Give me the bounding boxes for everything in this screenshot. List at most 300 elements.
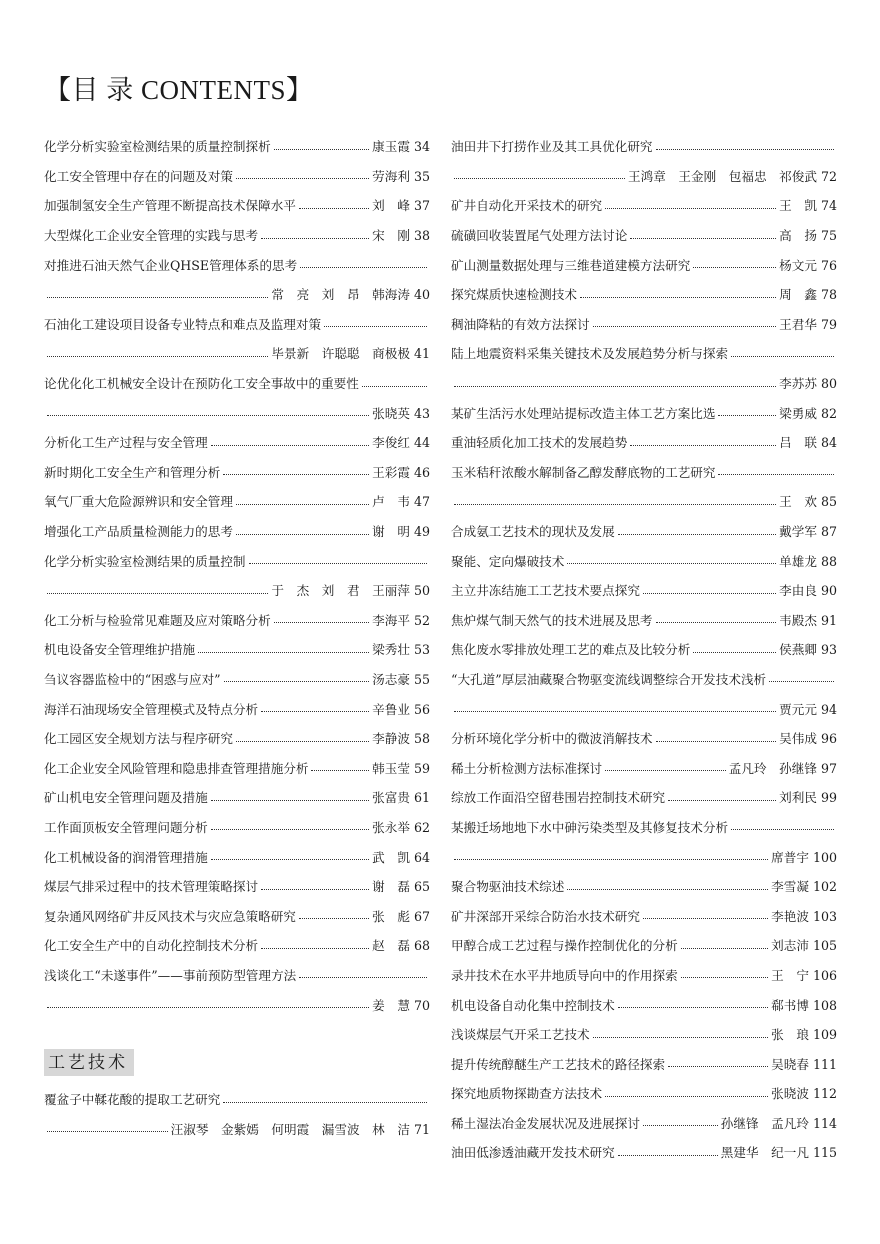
entry-reference bbox=[271, 284, 430, 303]
entry-title: 浅谈煤层气开采工艺技术 bbox=[451, 1027, 590, 1043]
entry-reference bbox=[771, 935, 837, 954]
entry-reference bbox=[779, 491, 837, 510]
entry-page-number: 109 bbox=[812, 1027, 837, 1043]
leader-dots bbox=[643, 1124, 718, 1126]
toc-entry[interactable] bbox=[44, 812, 430, 842]
entry-title: 合成氨工艺技术的现状及发展 bbox=[451, 524, 615, 540]
leader-dots bbox=[618, 1154, 718, 1156]
entry-page-number: 106 bbox=[812, 967, 837, 983]
leader-dots bbox=[630, 444, 776, 446]
toc-entry[interactable] bbox=[451, 782, 837, 812]
leader-dots bbox=[47, 296, 268, 298]
entry-reference bbox=[779, 551, 837, 570]
toc-entry[interactable] bbox=[44, 930, 430, 960]
entry-reference bbox=[771, 847, 837, 866]
toc-entry[interactable] bbox=[44, 841, 430, 871]
entry-reference bbox=[779, 403, 837, 422]
entry-reference bbox=[779, 195, 837, 214]
leader-dots bbox=[643, 917, 768, 919]
entry-title: 化学分析实验室检测结果的质量控制 bbox=[44, 553, 246, 569]
entry-page-number: 108 bbox=[812, 997, 837, 1013]
toc-entry[interactable] bbox=[44, 960, 430, 1019]
leader-dots bbox=[731, 828, 834, 830]
toc-entry[interactable] bbox=[451, 545, 837, 575]
entry-title: 硫磺回收装置尾气处理方法讨论 bbox=[451, 228, 628, 244]
toc-entry[interactable] bbox=[451, 1137, 837, 1167]
toc-entry[interactable] bbox=[451, 249, 837, 279]
entry-title: 稀土湿法冶金发展状况及进展探讨 bbox=[451, 1115, 640, 1131]
leader-dots bbox=[454, 858, 768, 860]
entry-title: 矿山机电安全管理问题及措施 bbox=[44, 790, 208, 806]
toc-entry[interactable] bbox=[44, 368, 430, 427]
leader-dots bbox=[223, 473, 369, 475]
leader-dots bbox=[643, 592, 776, 594]
entry-title: 提升传统醇醚生产工艺技术的路径探索 bbox=[451, 1056, 666, 1072]
entry-title: 分析化工生产过程与安全管理 bbox=[44, 435, 208, 451]
toc-entry[interactable] bbox=[451, 457, 837, 516]
toc-entry[interactable] bbox=[451, 309, 837, 339]
entry-title: 化工安全管理中存在的问题及对策 bbox=[44, 168, 233, 184]
toc-entry[interactable] bbox=[451, 279, 837, 309]
entry-page-number: 94 bbox=[820, 701, 837, 717]
entry-page-number: 65 bbox=[413, 879, 430, 895]
toc-entry[interactable] bbox=[44, 545, 430, 604]
entry-authors: 吴伟成 bbox=[779, 731, 817, 747]
entry-title: 复杂通风网络矿井反风技术与灾应急策略研究 bbox=[44, 908, 296, 924]
entry-page-number: 96 bbox=[820, 731, 837, 747]
toc-entry[interactable] bbox=[451, 1048, 837, 1078]
entry-authors: 汤志豪 bbox=[372, 671, 410, 687]
entry-page-number: 35 bbox=[413, 168, 430, 184]
entry-page-number: 70 bbox=[413, 997, 430, 1013]
entry-authors: 孙继锋 孟凡玲 bbox=[720, 1115, 809, 1131]
entry-page-number: 115 bbox=[812, 1145, 837, 1161]
entry-page-number: 56 bbox=[413, 701, 430, 717]
entry-page-number: 84 bbox=[820, 435, 837, 451]
entry-page-number: 87 bbox=[820, 524, 837, 540]
toc-entry[interactable] bbox=[44, 249, 430, 308]
entry-authors: 张永举 bbox=[372, 819, 410, 835]
toc-entry[interactable] bbox=[44, 664, 430, 694]
entry-authors: 张 琅 bbox=[771, 1027, 809, 1043]
entry-authors: 张富贵 bbox=[372, 790, 410, 806]
entry-authors: 常 亮 刘 昂 韩海涛 bbox=[271, 287, 410, 303]
toc-entry[interactable] bbox=[451, 634, 837, 664]
entry-page-number: 72 bbox=[820, 168, 837, 184]
entry-page-number: 80 bbox=[820, 376, 837, 392]
entry-reference bbox=[372, 906, 430, 925]
toc-entry[interactable] bbox=[451, 575, 837, 605]
entry-reference bbox=[729, 758, 837, 777]
leader-dots bbox=[618, 1006, 768, 1008]
toc-entry[interactable] bbox=[44, 723, 430, 753]
entry-title: 油田井下打捞作业及其工具优化研究 bbox=[451, 139, 653, 155]
entry-page-number: 85 bbox=[820, 494, 837, 510]
leader-dots bbox=[261, 888, 369, 890]
entry-authors: 赵 磊 bbox=[372, 938, 410, 954]
leader-dots bbox=[311, 769, 369, 771]
toc-entry[interactable] bbox=[44, 693, 430, 723]
leader-dots bbox=[718, 414, 776, 416]
leader-dots bbox=[718, 473, 834, 475]
entry-reference bbox=[372, 817, 430, 836]
toc-entry[interactable] bbox=[451, 1078, 837, 1108]
entry-authors: 周 鑫 bbox=[779, 287, 817, 303]
entry-page-number: 114 bbox=[812, 1115, 837, 1131]
entry-authors: 贾元元 bbox=[779, 701, 817, 717]
leader-dots bbox=[236, 503, 369, 505]
entry-authors: 吕 联 bbox=[779, 435, 817, 451]
toc-entry[interactable] bbox=[451, 397, 837, 427]
entry-authors: 谢 明 bbox=[372, 524, 410, 540]
leader-dots bbox=[236, 177, 369, 179]
entry-title: 煤层气排采过程中的技术管理策略探讨 bbox=[44, 879, 259, 895]
entry-page-number: 112 bbox=[812, 1086, 837, 1102]
entry-authors: 王君华 bbox=[779, 316, 817, 332]
entry-authors: 张晓波 bbox=[771, 1086, 809, 1102]
entry-page-number: 74 bbox=[820, 198, 837, 214]
entry-reference bbox=[771, 995, 837, 1014]
entry-reference bbox=[372, 136, 430, 155]
leader-dots bbox=[693, 266, 776, 268]
toc-entry[interactable] bbox=[451, 605, 837, 635]
entry-reference bbox=[372, 462, 430, 481]
leader-dots bbox=[211, 799, 369, 801]
entry-page-number: 43 bbox=[413, 405, 430, 421]
entry-title: 主立井冻结施工工艺技术要点探究 bbox=[451, 583, 640, 599]
entry-title: 化工企业安全风险管理和隐患排查管理措施分析 bbox=[44, 760, 309, 776]
entry-authors: 黑建华 纪一凡 bbox=[720, 1145, 809, 1161]
leader-dots bbox=[605, 769, 726, 771]
entry-reference bbox=[771, 965, 837, 984]
section-heading: 工艺技术 bbox=[44, 1049, 134, 1076]
entry-authors: 李俊红 bbox=[372, 435, 410, 451]
entry-authors: 张晓英 bbox=[372, 405, 410, 421]
toc-entry[interactable] bbox=[44, 131, 430, 161]
entry-title: 油田低渗透油藏开发技术研究 bbox=[451, 1145, 615, 1161]
leader-dots bbox=[693, 651, 776, 653]
entry-authors: 刘志沛 bbox=[771, 938, 809, 954]
entry-reference bbox=[372, 521, 430, 540]
entry-title: 化工机械设备的润滑管理措施 bbox=[44, 849, 208, 865]
leader-dots bbox=[605, 207, 776, 209]
entry-reference bbox=[372, 639, 430, 658]
entry-authors: 毕景新 许聪聪 商极极 bbox=[271, 346, 410, 362]
entry-title: 某搬迁场地地下水中砷污染类型及其修复技术分析 bbox=[451, 819, 729, 835]
entry-page-number: 46 bbox=[413, 464, 430, 480]
entry-reference bbox=[779, 787, 837, 806]
toc-entry[interactable] bbox=[44, 634, 430, 664]
toc-entry[interactable] bbox=[451, 723, 837, 753]
entry-reference bbox=[771, 1083, 837, 1102]
leader-dots bbox=[454, 503, 776, 505]
toc-entry[interactable] bbox=[451, 131, 837, 190]
entry-authors: 谢 磊 bbox=[372, 879, 410, 895]
toc-entry[interactable] bbox=[44, 516, 430, 546]
entry-reference bbox=[372, 935, 430, 954]
leader-dots bbox=[454, 177, 625, 179]
leader-dots bbox=[656, 740, 777, 742]
toc-entry[interactable] bbox=[44, 190, 430, 220]
entry-authors: 姜 慧 bbox=[372, 997, 410, 1013]
entry-authors: 张 彪 bbox=[372, 908, 410, 924]
leader-dots bbox=[47, 592, 268, 594]
toc-entry[interactable] bbox=[451, 220, 837, 250]
leader-dots bbox=[224, 680, 370, 682]
leader-dots bbox=[362, 385, 427, 387]
entry-page-number: 53 bbox=[413, 642, 430, 658]
entry-reference bbox=[779, 728, 837, 747]
toc-entry[interactable] bbox=[451, 930, 837, 960]
leader-dots bbox=[324, 325, 427, 327]
toc-entry[interactable] bbox=[44, 1084, 430, 1143]
entry-authors: 王彩霞 bbox=[372, 464, 410, 480]
entry-title: 某矿生活污水处理站提标改造主体工艺方案比选 bbox=[451, 405, 716, 421]
leader-dots bbox=[47, 1006, 369, 1008]
entry-page-number: 100 bbox=[812, 849, 837, 865]
entry-authors: 刘 峰 bbox=[372, 198, 410, 214]
entry-authors: 侯燕卿 bbox=[779, 642, 817, 658]
entry-reference bbox=[779, 225, 837, 244]
entry-page-number: 58 bbox=[413, 731, 430, 747]
entry-title: 石油化工建设项目设备专业特点和难点及监理对策 bbox=[44, 316, 322, 332]
entry-title: 化学分析实验室检测结果的质量控制探析 bbox=[44, 139, 271, 155]
toc-entry[interactable] bbox=[451, 1019, 837, 1049]
toc-entry[interactable] bbox=[44, 605, 430, 635]
entry-authors: 辛鲁业 bbox=[372, 701, 410, 717]
entry-title: “大孔道”厚层油藏聚合物驱变流线调整综合开发技术浅析 bbox=[451, 671, 767, 687]
entry-authors: 郗书博 bbox=[771, 997, 809, 1013]
entry-reference bbox=[372, 225, 430, 244]
entry-authors: 汪淑琴 金紫嫣 何明霞 漏雪波 林 洁 bbox=[170, 1121, 410, 1137]
entry-reference bbox=[779, 432, 837, 451]
entry-page-number: 40 bbox=[413, 287, 430, 303]
leader-dots bbox=[236, 740, 369, 742]
entry-page-number: 102 bbox=[812, 879, 837, 895]
toc-entry[interactable] bbox=[451, 664, 837, 723]
entry-title: 刍议容器监检中的“困惑与应对” bbox=[44, 671, 221, 687]
entry-reference bbox=[372, 876, 430, 895]
entry-authors: 王鸿章 王金刚 包福忠 祁俊武 bbox=[628, 168, 817, 184]
entry-title: 稠油降粘的有效方法探讨 bbox=[451, 316, 590, 332]
entry-reference bbox=[779, 521, 837, 540]
entry-page-number: 62 bbox=[413, 819, 430, 835]
entry-page-number: 78 bbox=[820, 287, 837, 303]
entry-page-number: 59 bbox=[413, 760, 430, 776]
leader-dots bbox=[274, 621, 369, 623]
leader-dots bbox=[299, 207, 369, 209]
entry-title: 大型煤化工企业安全管理的实践与思考 bbox=[44, 228, 259, 244]
entry-title: 探究地质物探勘查方法技术 bbox=[451, 1086, 603, 1102]
leader-dots bbox=[211, 858, 369, 860]
leader-dots bbox=[769, 680, 834, 682]
entry-authors: 韩玉莹 bbox=[372, 760, 410, 776]
leader-dots bbox=[454, 710, 776, 712]
entry-page-number: 111 bbox=[812, 1056, 837, 1072]
entry-reference bbox=[372, 699, 430, 718]
entry-reference bbox=[779, 580, 837, 599]
entry-authors: 韦殿杰 bbox=[779, 612, 817, 628]
page-title: 【目 录 CONTENTS】 bbox=[44, 75, 314, 105]
entry-authors: 王 欢 bbox=[779, 494, 817, 510]
toc-entry[interactable] bbox=[451, 812, 837, 871]
toc-entry[interactable] bbox=[451, 989, 837, 1019]
entry-title: 焦化废水零排放处理工艺的难点及比较分析 bbox=[451, 642, 691, 658]
entry-reference bbox=[372, 432, 430, 451]
toc-entry[interactable] bbox=[44, 427, 430, 457]
entry-page-number: 47 bbox=[413, 494, 430, 510]
entry-page-number: 93 bbox=[820, 642, 837, 658]
toc-entry[interactable] bbox=[451, 427, 837, 457]
toc-entry[interactable] bbox=[44, 752, 430, 782]
entry-authors: 李静波 bbox=[372, 731, 410, 747]
entry-authors: 李苏苏 bbox=[779, 376, 817, 392]
entry-page-number: 105 bbox=[812, 938, 837, 954]
leader-dots bbox=[261, 710, 369, 712]
leader-dots bbox=[681, 976, 768, 978]
entry-title: 化工分析与检验常见难题及应对策略分析 bbox=[44, 612, 271, 628]
entry-reference bbox=[372, 787, 430, 806]
leader-dots bbox=[731, 355, 834, 357]
entry-title: 聚能、定向爆破技术 bbox=[451, 553, 565, 569]
leader-dots bbox=[300, 266, 427, 268]
entry-page-number: 37 bbox=[413, 198, 430, 214]
leader-dots bbox=[668, 1065, 768, 1067]
toc-entry[interactable] bbox=[44, 220, 430, 250]
entry-page-number: 44 bbox=[413, 435, 430, 451]
entry-page-number: 61 bbox=[413, 790, 430, 806]
toc-left-column bbox=[44, 131, 430, 1143]
entry-reference bbox=[779, 255, 837, 274]
toc-entry[interactable] bbox=[451, 516, 837, 546]
entry-authors: 李由良 bbox=[779, 583, 817, 599]
entry-page-number: 99 bbox=[820, 790, 837, 806]
entry-authors: 梁勇威 bbox=[779, 405, 817, 421]
entry-reference bbox=[779, 699, 837, 718]
leader-dots bbox=[656, 621, 777, 623]
entry-page-number: 38 bbox=[413, 228, 430, 244]
entry-page-number: 64 bbox=[413, 849, 430, 865]
entry-authors: 孟凡玲 孙继锋 bbox=[728, 760, 817, 776]
entry-page-number: 97 bbox=[820, 760, 837, 776]
entry-reference bbox=[779, 373, 837, 392]
leader-dots bbox=[567, 562, 776, 564]
entry-title: 新时期化工安全生产和管理分析 bbox=[44, 464, 221, 480]
toc-entry[interactable] bbox=[451, 960, 837, 990]
entry-page-number: 75 bbox=[820, 228, 837, 244]
entry-reference bbox=[771, 876, 837, 895]
toc-entry[interactable] bbox=[451, 871, 837, 901]
entry-title: 矿井自动化开采技术的研究 bbox=[451, 198, 603, 214]
toc-entry[interactable] bbox=[451, 1108, 837, 1138]
entry-reference bbox=[372, 195, 430, 214]
entry-page-number: 55 bbox=[413, 671, 430, 687]
leader-dots bbox=[249, 562, 428, 564]
leader-dots bbox=[198, 651, 369, 653]
entry-reference bbox=[771, 1054, 837, 1073]
entry-reference bbox=[771, 906, 837, 925]
toc-entry[interactable] bbox=[44, 309, 430, 368]
toc-entry[interactable] bbox=[451, 190, 837, 220]
leader-dots bbox=[211, 444, 369, 446]
entry-title: 覆盆子中鞣花酸的提取工艺研究 bbox=[44, 1092, 221, 1108]
entry-authors: 康玉霞 bbox=[372, 139, 410, 155]
entry-page-number: 71 bbox=[413, 1121, 430, 1137]
leader-dots bbox=[299, 976, 427, 978]
entry-title: 化工安全生产中的自动化控制技术分析 bbox=[44, 938, 259, 954]
leader-dots bbox=[681, 947, 768, 949]
entry-reference bbox=[271, 343, 430, 362]
entry-authors: 杨文元 bbox=[779, 257, 817, 273]
toc-entry[interactable] bbox=[44, 871, 430, 901]
toc-entry[interactable] bbox=[451, 900, 837, 930]
toc-entry[interactable] bbox=[44, 486, 430, 516]
entry-reference bbox=[372, 491, 430, 510]
entry-page-number: 67 bbox=[413, 908, 430, 924]
leader-dots bbox=[47, 355, 268, 357]
entry-reference bbox=[779, 284, 837, 303]
toc-entry[interactable] bbox=[451, 752, 837, 782]
entry-authors: 李艳波 bbox=[771, 908, 809, 924]
toc-entry[interactable] bbox=[44, 782, 430, 812]
entry-page-number: 88 bbox=[820, 553, 837, 569]
entry-page-number: 91 bbox=[820, 612, 837, 628]
entry-authors: 席普宇 bbox=[771, 849, 809, 865]
leader-dots bbox=[299, 917, 369, 919]
entry-authors: 刘利民 bbox=[779, 790, 817, 806]
entry-title: 对推进石油天然气企业QHSE管理体系的思考 bbox=[44, 257, 298, 273]
entry-title: 综放工作面沿空留巷围岩控制技术研究 bbox=[451, 790, 666, 806]
entry-title: 探究煤质快速检测技术 bbox=[451, 287, 577, 303]
toc-entry[interactable] bbox=[44, 900, 430, 930]
entry-title: 氧气厂重大危险源辨识和安全管理 bbox=[44, 494, 233, 510]
entry-reference bbox=[372, 166, 430, 185]
entry-authors: 王 凯 bbox=[779, 198, 817, 214]
entry-authors: 劳海利 bbox=[372, 168, 410, 184]
entry-page-number: 103 bbox=[812, 908, 837, 924]
entry-authors: 单雄龙 bbox=[779, 553, 817, 569]
leader-dots bbox=[261, 947, 369, 949]
entry-title: 论优化化工机械安全设计在预防化工安全事故中的重要性 bbox=[44, 376, 359, 392]
toc-entry[interactable] bbox=[44, 457, 430, 487]
entry-page-number: 79 bbox=[820, 316, 837, 332]
entry-authors: 戴学军 bbox=[779, 524, 817, 540]
toc-entry[interactable] bbox=[44, 161, 430, 191]
entry-title: 化工园区安全规划方法与程序研究 bbox=[44, 731, 233, 747]
entry-authors: 于 杰 刘 君 王丽萍 bbox=[271, 583, 410, 599]
entry-authors: 卢 韦 bbox=[372, 494, 410, 510]
entry-reference bbox=[779, 314, 837, 333]
entry-reference bbox=[779, 639, 837, 658]
entry-page-number: 68 bbox=[413, 938, 430, 954]
entry-title: 焦炉煤气制天然气的技术进展及思考 bbox=[451, 612, 653, 628]
leader-dots bbox=[567, 888, 768, 890]
entry-page-number: 82 bbox=[820, 405, 837, 421]
entry-reference bbox=[372, 995, 430, 1014]
leader-dots bbox=[605, 1095, 768, 1097]
leader-dots bbox=[261, 237, 369, 239]
leader-dots bbox=[668, 799, 776, 801]
entry-page-number: 52 bbox=[413, 612, 430, 628]
entry-title: 陆上地震资料采集关键技术及发展趋势分析与探索 bbox=[451, 346, 729, 362]
entry-title: 加强制氢安全生产管理不断提高技术保障水平 bbox=[44, 198, 296, 214]
entry-authors: 王 宁 bbox=[771, 967, 809, 983]
entry-reference bbox=[372, 403, 430, 422]
entry-authors: 武 凯 bbox=[372, 849, 410, 865]
entry-title: 海洋石油现场安全管理模式及特点分析 bbox=[44, 701, 259, 717]
entry-reference bbox=[372, 610, 430, 629]
toc-entry[interactable] bbox=[451, 338, 837, 397]
